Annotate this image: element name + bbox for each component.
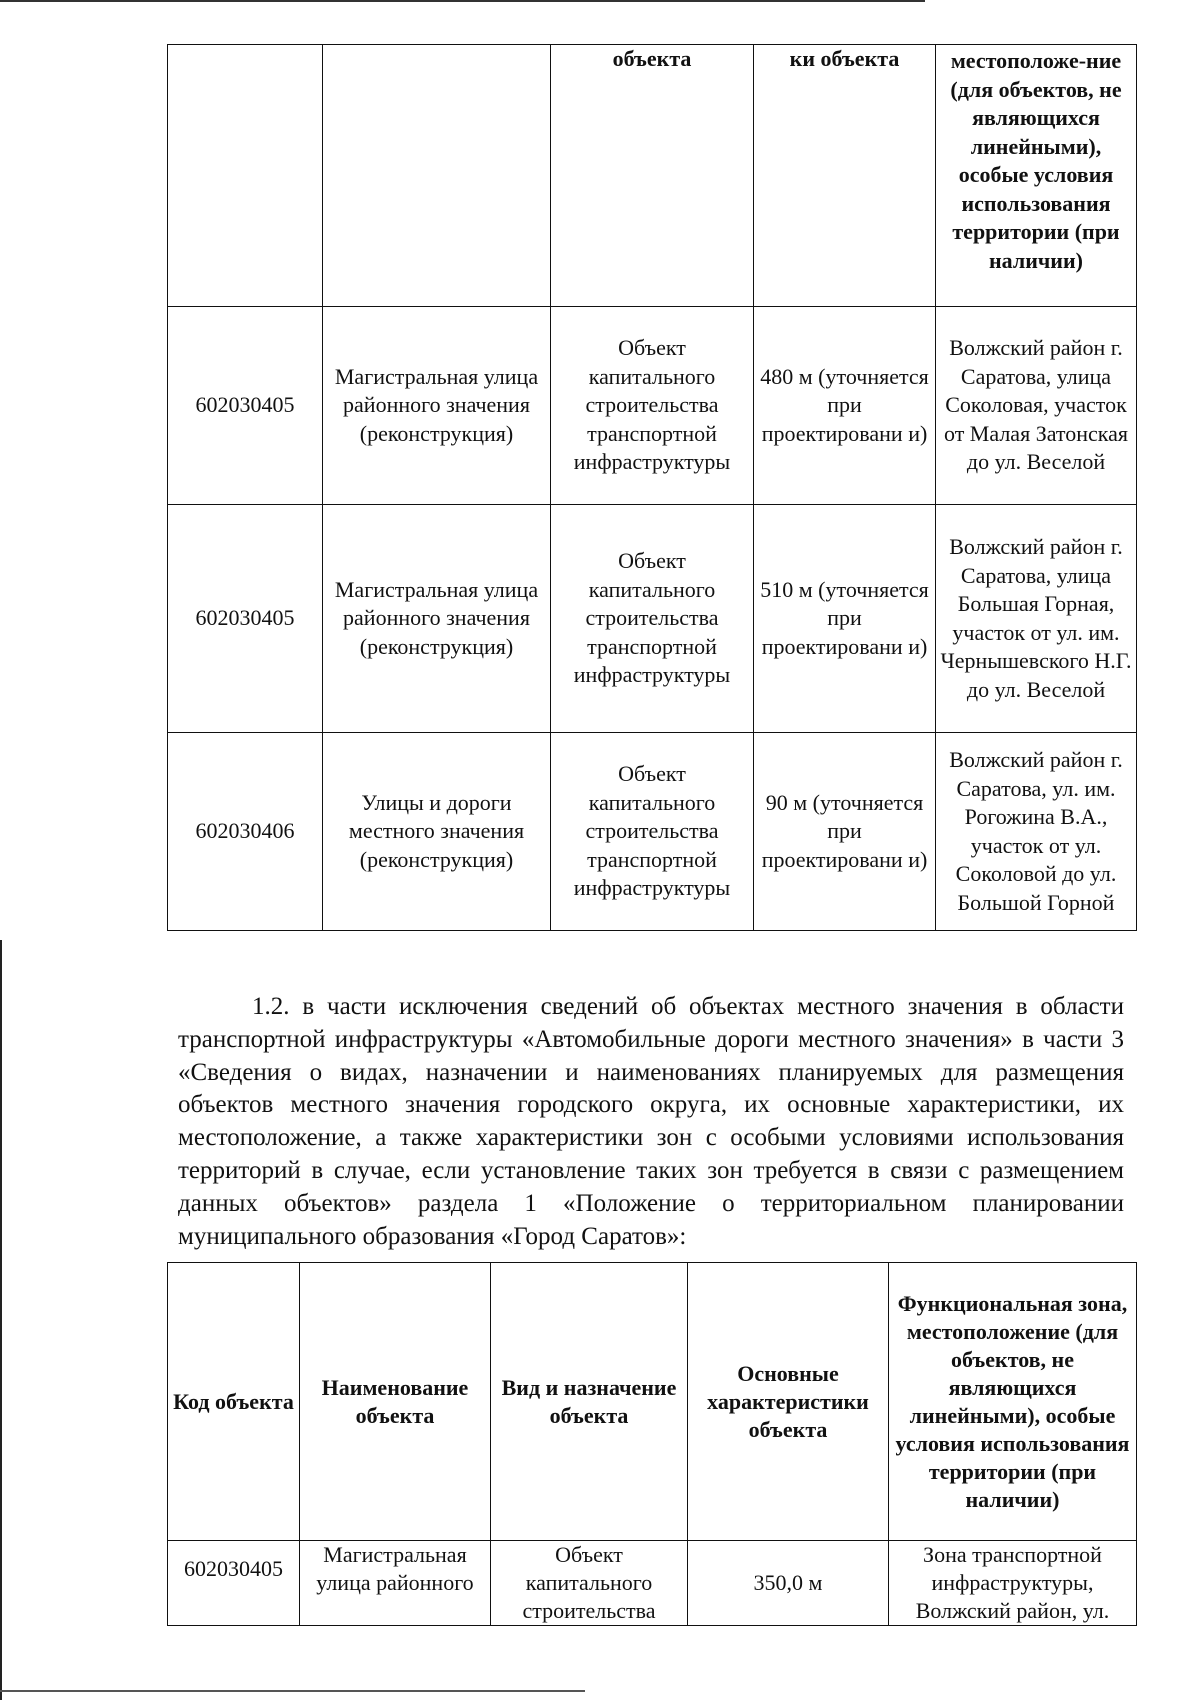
- table-row: [168, 733, 1137, 931]
- header-cell-chars: ки объекта: [754, 45, 936, 307]
- cell-chars: 510 м (уточняется при проектировани и): [754, 505, 936, 733]
- cell-chars: 480 м (уточняется при проектировани и): [754, 307, 936, 505]
- table-row: [168, 505, 1137, 733]
- header-cell-chars: Основные характеристики объекта: [688, 1263, 889, 1541]
- cell-location: Волжский район г. Саратова, ул. им. Рогожина В.А., участок от ул. Соколовой до ул. Большой Горной: [936, 733, 1137, 931]
- scan-artifact-top: [0, 0, 925, 2]
- header-cell-code: Код объекта: [168, 1263, 300, 1541]
- scan-artifact-bottom: [0, 1690, 585, 1692]
- cell-name: Магистральная улица районного значения (реконструкция): [323, 307, 551, 505]
- scan-artifact-left: [0, 940, 2, 1700]
- objects-table-continuation: [167, 44, 1137, 931]
- header-cell-location: местоположе-ние (для объектов, не являющихся линейными), особые условия использования территории (при наличии): [936, 45, 1137, 307]
- cell-code: 602030405: [168, 1541, 300, 1626]
- header-cell-name: Наименование объекта: [300, 1263, 491, 1541]
- cell-code: 602030405: [168, 307, 323, 505]
- cell-name: Магистральная улица районного значения (реконструкция): [323, 505, 551, 733]
- cell-chars: 90 м (уточняется при проектировани и): [754, 733, 936, 931]
- cell-type: Объект капитального строительства: [491, 1541, 688, 1626]
- header-cell-code: [168, 45, 323, 307]
- table-row: [168, 307, 1137, 505]
- table-header-row: [168, 1263, 1137, 1541]
- cell-type: Объект капитального строительства транспортной инфраструктуры: [551, 733, 754, 931]
- cell-type: Объект капитального строительства транспортной инфраструктуры: [551, 505, 754, 733]
- cell-type: Объект капитального строительства транспортной инфраструктуры: [551, 307, 754, 505]
- amendment-paragraph: 1.2. в части исключения сведений об объектах местного значения в области транспортной инфраструктуры «Автомобильные дороги местного значения» в части 3 «Сведения о видах, назначении и наименованиях планируемых для размещения объектов местного значения городского округа, их основные характеристики, их местоположение, а также характеристики зон с особыми условиями использования территорий в случае, если установление таких зон требуется в связи с размещением данных объектов» раздела 1 «Положение о территориальном планировании муниципального образования «Город Саратов»:: [178, 993, 1124, 1250]
- table-row: [168, 1541, 1137, 1626]
- header-cell-type: объекта: [551, 45, 754, 307]
- table-header-row: [168, 45, 1137, 307]
- cell-name: Магистральная улица районного: [300, 1541, 491, 1626]
- header-cell-name: [323, 45, 551, 307]
- cell-name: Улицы и дороги местного значения (реконструкция): [323, 733, 551, 931]
- header-cell-zone: Функциональная зона, местоположение (для объектов, не являющихся линейными), особые условия использования территории (при наличии): [889, 1263, 1137, 1541]
- cell-zone: Зона транспортной инфраструктуры, Волжский район, ул.: [889, 1541, 1137, 1626]
- cell-location: Волжский район г. Саратова, улица Большая Горная, участок от ул. им. Чернышевского Н.Г. до ул. Веселой: [936, 505, 1137, 733]
- cell-code: 602030405: [168, 505, 323, 733]
- cell-location: Волжский район г. Саратова, улица Соколовая, участок от Малая Затонская до ул. Веселой: [936, 307, 1137, 505]
- cell-chars: 350,0 м: [688, 1541, 889, 1626]
- header-cell-type: Вид и назначение объекта: [491, 1263, 688, 1541]
- objects-table-exclusion: [167, 1262, 1137, 1626]
- cell-code: 602030406: [168, 733, 323, 931]
